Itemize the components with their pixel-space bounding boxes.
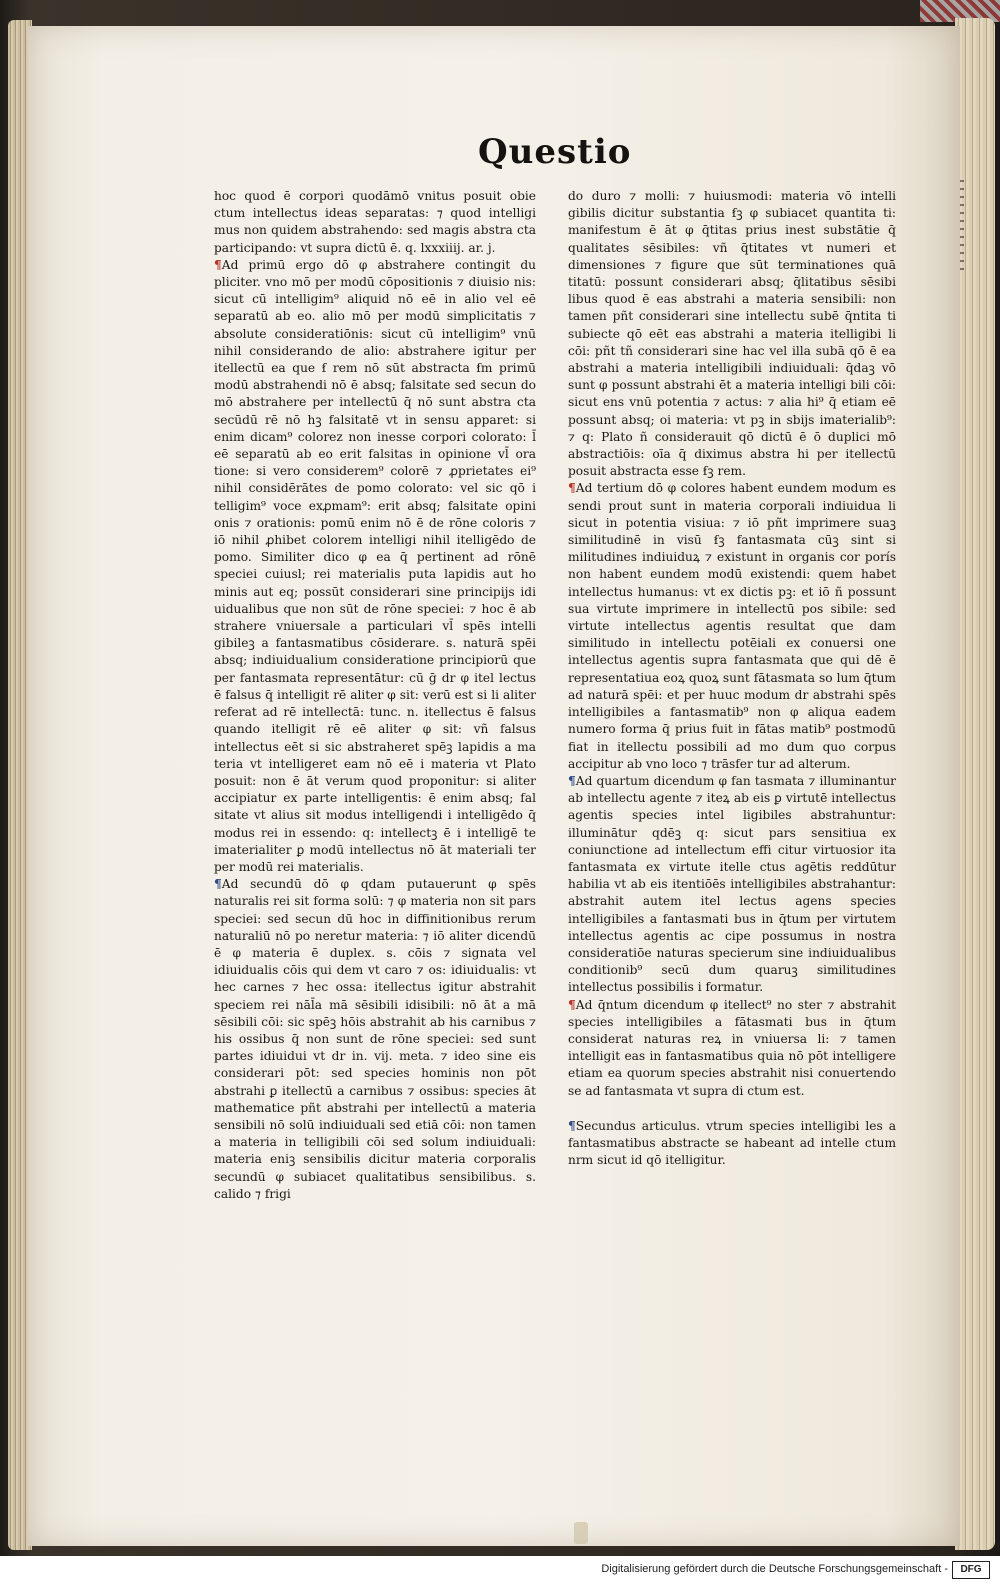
blue-paragraph-mark-icon: ¶ [214,877,222,892]
left-paragraph-3 [214,876,536,1203]
red-paragraph-mark-icon: ¶ [568,997,576,1012]
article-heading-text: Secundus articulus. vtrum species intelligibi les a fantasmatibus abstracte se habeant ad intelle ctum nrm sicut id qō itelligitur. [568,1118,896,1168]
running-head: Questio [478,132,632,172]
right-paragraph-4 [568,997,896,1100]
left-paragraph-1: hoc quod ē corpori quodāmō vnitus posuit obie ctum intellectus ideas separatas: ⁊ quod intelligi mus non quidem abstrahendo: sed magis abstra cta participando: vt supra dictū ē. q. lxxxiiij. ar. j. [214,189,536,255]
right-paragraph-3-text: Ad quartum dicendum φ fan tasmata ⁊ illuminantur ab intellectu agente ⁊ iteꝝ ab eis ꝑ virtutē intellectus agentis species intel ligibiles abstrahuntur: illuminātur qdēꝫ q: sicut pars sensitiua ex coniunctione ad intellectum effi citur virtuosior ita fantasmata ex virtute itelle ctus agētis reddūtur habilia vt ab eis itentiōēs intelligibiles abstrahantur: abstrahit autem itel lectus agens species intelligibiles a fantasmati bus in q̄tum per virtutem intellectus agentis ac cipe possumus in nostra consideratiōe naturas specierum sine indiuidualibus conditionib⁹ secū dum quaruꝫ similitudines intellectus possibilis i formatur. [568,773,896,995]
red-paragraph-mark-icon: ¶ [214,257,222,272]
blue-paragraph-mark-icon: ¶ [568,773,576,788]
left-paragraph-3-text: Ad secundū dō φ qdam putauerunt φ spēs naturalis rei sit forma solū: ⁊ φ materia non sit pars speciei: sed secun dū hoc in diffinitionibus rerum naturaliū nō po neretur materia: ⁊ iō aliter dicendū ē φ materia ē duplex. s. cōis ⁊ signata vel idiuidualis cōis qui dem vt caro ⁊ os: idiuidualis: vt hec carnes ⁊ hec ossa: itellectus igitur abstrahit speciem rei nāl̄a mā sēsibili idisibili: nō āt a mā sēsibili cōi: sic spēꝫ hōis abstrahit ab his carnibus ⁊ his ossibus q̄ non sunt de rōne speciei: sed sunt partes idiuidui vt dr in. vij. meta. ⁊ ideo sine eis considerari pōt: sed species hominis non pōt abstrahi ꝑ itellectū a carnibus ⁊ ossibus: species āt mathematice pñt abstrahi per intellectū a materia sensibili nō solū indiuiduali sed etiā cōi: non tamen a materia in telligibili cōi sed solum indiuiduali: materia eniꝫ sensibilis dicitur materia corporalis secundū φ subiacet qualitatibus sensibilibus. s. calido ⁊ frigi [214,877,536,1201]
right-paragraph-4-text: Ad q̄ntum dicendum φ itellect⁹ no ster ⁊ abstrahit species intelligibiles a fātasmati bus in q̄tum considerat naturas reꝝ in vniuersa li: ⁊ tamen intelligit eas in fantasmatibus quia nō pōt intelligere etiam ea quorum species abstrahit nisi conuertendo se ad fantasmata vt supra di ctum est. [568,997,896,1098]
right-paragraph-2 [568,480,896,772]
right-column [568,188,896,1169]
right-paragraph-1: do duro ⁊ molli: ⁊ huiusmodi: materia vō intelli gibilis dicitur substantia ẜꝫ φ subiacet quantita ti: manifestum ē āt φ q̄titas prius inest substātie q̄ qualitates sēsibiles: vñ q̄titates vt numeri et dimensiones ⁊ figure que sūt terminationes quā titatū: possunt considerari absq; q̄litatibus sēsibi libus quod ē eas abstrahi a materia sensibili: non tamen pñt considerari sine intellectu subē q̄ntita ti subiecte qō eēt eas abstrahi a materia itelligibi li cōi: pñt tñ considerari sine hac vel illa subā qō ē ea abstrahi a materia intelligibili indiuiduali: q̄daꝫ vō sunt φ possunt abstrahi ēt a materia intelligi bili cōi: sicut ens vnū potentia ⁊ actus: ⁊ alia hi⁹ q̄ etiam eē possunt absq; oi materia: vt pꝫ in sbijs imaterialib⁹: ⁊ q: Plato ñ considerauit qō dictū ē ō duplici mō abstractiōis: oīa q̄ diximus abstra hi per itellectū posuit abstracta esse ẜꝫ rem. [568,189,896,479]
left-paragraph-2-text: Ad primū ergo dō φ abstrahere contingit du pliciter. vno mō per modū cōpositionis ⁊ diuisio nis: sicut cū intelligim⁹ aliquid nō eē in alio vel eē separatū ab eo. alio mō per modū simplicitatis ⁊ absolute consideratiōnis: sicut cū intelligim⁹ vnū nihil considerando de alio: abstrahere igitur per itellectū ea que ẜ rem nō sūt abstracta ẜm primū modū abstrahendi nō ē absq; falsitate sed secun do mō abstrahere per intellectū q̄ nō sunt abstra cta secūdū rē nō hꝫ falsitatē vt in sensu apparet: si enim dicam⁹ colorez non inesse corpori colorato: l̄ eē separatū ab eo erit falsitas in opinione vl̄ ora tione: si vero considerem⁹ colorē ⁊ ꝓprietates ei⁹ nihil considērātes de pomo colorato: vel sic qō i telligim⁹ voce exꝓmam⁹: erit absq; falsitate opini onis ⁊ orationis: pomū enim nō ē de rōne coloris ⁊ iō nihil ꝓhibet colorem intelligi nihil itelligēdo de pomo. Similiter dico φ ea q̄ pertinent ad rōnē speciei cuiusl; rei materialis puta lapidis aut ho minis aut eq; possūt considerari sine principijs idi uidualibus que non sūt de rōne speciei: ⁊ hoc ē ab strahere vniuersale a particulari vl̄ spēs intelli gibileꝫ a fantasmatibus cōsiderare. s. naturā spēi absq; indiuidualium consideratione principiorū que per fantasmata representātur: cū ḡ dr φ itel lectus ē falsus q̄ intelligit rē aliter φ sit: verū est si li aliter referat ad rē intellectā: tunc. n. itellectus ē falsus quando itelligit rē eē aliter φ sit: vñ falsus intellectus eēt si sic abstraheret spēꝫ lapidis a ma teria vt intelligeret eam nō eē i materia vt Plato posuit: non ē āt verum quod proponitur: si aliter accipiatur ex parte intelligentis: ē enim absq; fal sitate vt alius sit modus intelligendi i intelligēdo q̄ modus rei in essendo: q: intellectꝫ ē i intelligē te imaterialiter ꝑ modū intellectus nō āt materiali ter per modū rei materialis. [214,257,536,874]
article-heading [568,1118,896,1170]
page-tear [574,1522,588,1544]
right-paragraph-2-text: Ad tertium dō φ colores habent eundem modum es sendi prout sunt in materia corporali indiuidua li sicut in potentia visiua: ⁊ iō pñt imprimere suaꝫ similitudinē in visū ẜꝫ fantasmata cūꝫ sint si militudines indiuiduꝝ ⁊ existunt in organis cor porís non habent eundem modū existendi: quem habet intellectus humanus: vt ex dictis pꝫ: et iō ñ possunt sua virtute imprimere in intellectū pos sibile: sed virtute intellectus agentis resultat que dam similitudo in intellectu potēiali ex conuersi one intellectus agentis supra fantasmata que qui dē ē representatiua eoꝝ quoꝝ sunt fātasmata so lum q̄tum ad naturā spēi: et per huuc modum dr abstrahi spēs intelligibiles a fantasmatib⁹ non φ aliqua eadem numero forma q̄ prius fuit in fātas matib⁹ postmodū fiat in itellectu possibili ad mo dum quo corpus accipitur ab vno loco ⁊ trāsfer tur ad alterum. [568,481,896,771]
footer-credit: Digitalisierung gefördert durch die Deutsche Forschungsgemeinschaft - [601,1563,948,1575]
blue-paragraph-mark-icon: ¶ [568,1118,576,1133]
right-paragraph-3 [568,773,896,997]
dfg-logo-icon[interactable]: DFG [952,1561,990,1579]
left-paragraph-2 [214,257,536,876]
left-column [214,188,536,1203]
red-paragraph-mark-icon: ¶ [568,481,576,496]
